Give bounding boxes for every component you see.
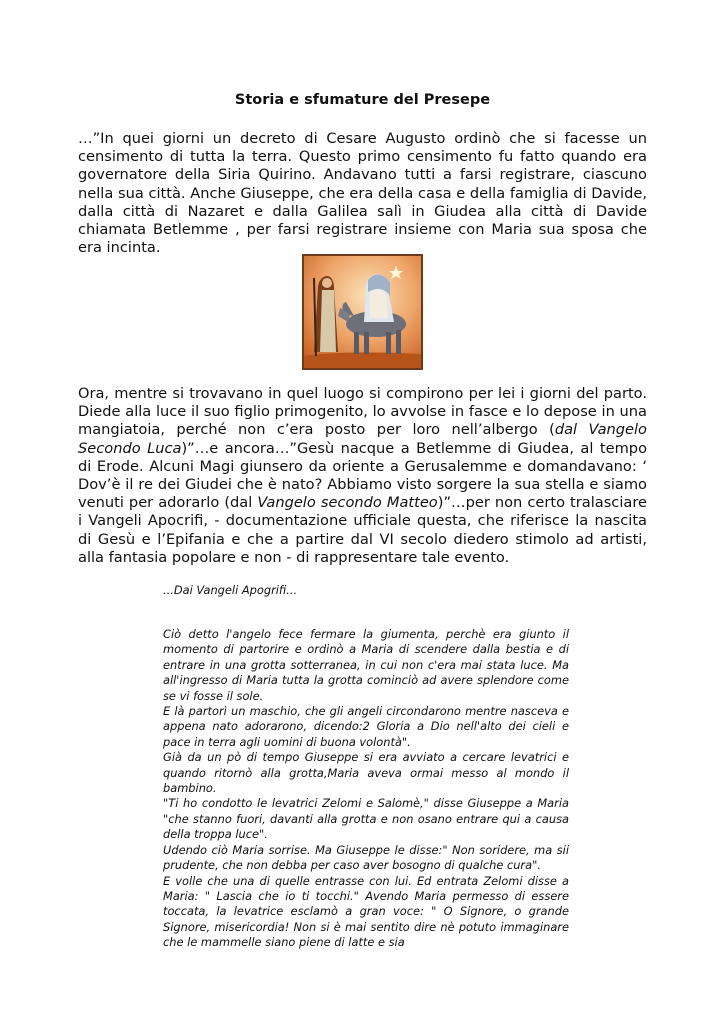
excerpt-line: "Ti ho condotto le levatrici Zelomi e Salomè," disse Giuseppe a Maria "che stanno fuori, davanti alla grotta e non osano entrare qui a causa della troppa luce".	[163, 796, 569, 842]
paragraph-birth-part3: )”…per non certo tralasciare i Vangeli Apocrifi, - documentazione ufficiale questa, che riferisce la nascita di Gesù e l’Epifania e che a partire dal VI secolo diedero stimolo ad artisti, alla fantasia popolare e non - di rappresentare tale evento.	[78, 494, 647, 566]
paragraph-birth-part2: )”…e ancora…”Gesù nacque a Betlemme di Giudea, al tempo di Erode. Alcuni Magi giunsero da oriente a Gerusalemme e domandavano: ‘ Dov’è il re dei Giudei che è nato? Abbiamo visto sorgere la sua stella e siamo venuti per adorarlo (dal	[78, 439, 647, 512]
nativity-journey-illustration	[302, 254, 423, 370]
matthew-citation: Vangelo secondo Matteo	[257, 494, 438, 512]
apocryphal-excerpt	[163, 627, 569, 951]
page-title: Storia e sfumature del Presepe	[234, 92, 491, 108]
luke-citation: dal Vangelo Secondo Luca	[78, 421, 647, 457]
apocryphal-subheading: ...Dai Vangeli Apogrifi...	[163, 583, 298, 597]
excerpt-line: E volle che una di quelle entrasse con lui. Ed entrata Zelomi disse a Maria: " Lascia che io ti tocchi." Avendo Maria permesso di essere toccata, la levatrice esclamò a gran voce: " O Signore, o grande Signore, misericordia! Non si è mai sentito dire nè potuto immaginare che le mammelle siano piene di latte e sia	[163, 873, 569, 950]
paragraph-census: …”In quei giorni un decreto di Cesare Augusto ordinò che si facesse un censimento di tutta la terra. Questo primo censimento fu fatto quando era governatore della Siria Quirino. Andavano tutti a farsi registrare, ciascuno nella sua città. Anche Giuseppe, che era della casa e della famiglia di Davide, dalla città di Nazaret e dalla Galilea salì in Giudea alla città di Davide chiamata Betlemme , per farsi registrare insieme con Maria sua sposa che era incinta.	[78, 130, 647, 257]
excerpt-line: Ciò detto l'angelo fece fermare la giumenta, perchè era giunto il momento di partorire e ordinò a Maria di scendere dalla bestia e di entrare in una grotta sotterranea, in cui non c'era mai stata luce. Ma all'ingresso di Maria tutta la grotta cominciò ad avere splendore come se vi fosse il sole.	[163, 627, 569, 703]
paragraph-birth-part1: Ora, mentre si trovavano in quel luogo si compirono per lei i giorni del parto. Diede alla luce il suo figlio primogenito, lo avvolse in fasce e lo depose in una mangiatoia, perché non c’era posto per loro nell’albergo (	[78, 385, 647, 439]
excerpt-line: Già da un pò di tempo Giuseppe si era avviato a cercare levatrici e quando ritornò alla grotta,Maria aveva ormai messo al mondo il bambino.	[163, 750, 569, 796]
mary-joseph-donkey-icon	[304, 256, 421, 368]
excerpt-line: E là partorì un maschio, che gli angeli circondarono mentre nasceva e appena nato adorarono, dicendo:2 Gloria a Dio nell'alto dei cieli e pace in terra agli uomini di buona volontà".	[163, 704, 569, 749]
excerpt-line: Udendo ciò Maria sorrise. Ma Giuseppe le disse:" Non soridere, ma sii prudente, che non debba per caso aver bosogno di qualche cura".	[163, 842, 569, 873]
paragraph-birth	[78, 385, 647, 567]
